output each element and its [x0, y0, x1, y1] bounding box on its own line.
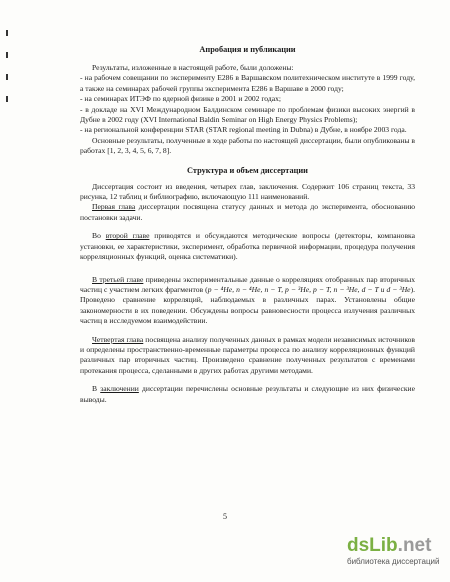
- watermark[interactable]: [347, 536, 447, 576]
- margin-marks: [6, 30, 16, 120]
- heading-structure: Структура и объем диссертации: [187, 165, 308, 175]
- chapter-4-text: посвящена анализу полученных данных в рамках модели независимых источников и определены пространственно-временные параметры процесса по анализу корреляционных функций различных пар вторичных частиц. Произведено сравнение полученных результатов с временами протекания процесса, сделанными в других работах другими методами.: [80, 334, 415, 375]
- chapter-3-text-2: ). Проведено сравнение корреляций, наблюдаемых в различных парах. Установлены общие закономерности в их поведении. Обсуждены вопросы равновесности процесса излучения различных частиц в исследуемом взаимодействии.: [80, 284, 415, 326]
- approbation-lead: Результаты, изложенные в настоящей работе, были доложены:: [92, 63, 294, 72]
- chapter-2-text: приводятся и обсуждаются методические вопросы (детекторы, компановка установки, ее характеристики, эксперимент, обработка первичной информации, процедура получения корреляционных функций, оценка систематики).: [80, 231, 415, 262]
- chapter-4-paragraph: [80, 335, 415, 377]
- conclusion-paragraph: [80, 384, 415, 405]
- chapter-3-paragraph: [80, 275, 415, 327]
- conclusion-lead: заключении: [100, 384, 139, 394]
- page-number: 5: [223, 512, 227, 521]
- chapter-3-math: p − ⁴He, n − ⁴He, n − T, p − ³He, p − T, n − ³He, d − T и d − ³He: [207, 284, 411, 294]
- chapter-4-lead: Четвертая глава: [92, 334, 144, 344]
- approbation-item-1: - на рабочем совещании по эксперименту E286 в Варшавском политехническом институте в 1999 году, а также на семинарах рабочей группы эксперимента E286 в Варшаве в 2000 году;: [80, 73, 415, 93]
- structure-intro: Диссертация состоит из введения, четырех глав, заключения. Содержит 106 страниц текста, 33 рисунка, 12 таблиц и библиографию, включающую 111 наименований.: [80, 181, 415, 202]
- chapter-1-paragraph: [80, 202, 415, 223]
- approbation-item-2: - на семинарах ИТЭФ по ядерной физике в 2001 и 2002 годах;: [80, 94, 282, 104]
- chapter-2-pre: Во: [92, 231, 106, 241]
- chapter-3-text-1: приведены экспериментальные данные о корреляциях отобранных пар вторичных частиц с участием легких фрагментов (: [80, 274, 415, 294]
- watermark-logo: [347, 536, 447, 556]
- chapter-2-lead: второй главе: [105, 231, 150, 241]
- conclusion-pre: В: [92, 384, 101, 394]
- watermark-logo-part-1: dsLib: [347, 535, 398, 556]
- page-content: [80, 44, 415, 405]
- conclusion-text: диссертации перечислены основные результаты и следующие из них физические выводы.: [80, 384, 415, 404]
- approbation-item-4: - на региональной конференции STAR (STAR regional meeting in Dubna) в Дубне, в ноябре 2003 года.: [80, 125, 407, 135]
- chapter-3-lead: В третьей главе: [92, 274, 144, 284]
- chapter-2-paragraph: [80, 231, 415, 262]
- approbation-summary: Основные результаты, полученные в ходе работы по настоящей диссертации, были опубликованы в работах [1, 2, 3, 4, 5, 6, 7, 8].: [80, 135, 415, 156]
- approbation-item-3: - в докладе на XVI Международном Балдинском семинаре по проблемам физики высоких энергий в Дубне в 2002 году (XVI International Baldin Seminar on High Energy Physics Problems);: [80, 104, 415, 125]
- chapter-1-lead: Первая глава: [92, 202, 136, 212]
- heading-approbation: Апробация и публикации: [199, 45, 296, 54]
- chapter-1-text: диссертации посвящена статусу данных и метода до эксперимента, обоснованию постановки задачи.: [80, 202, 415, 222]
- watermark-subtitle: библиотека диссертаций: [347, 557, 440, 566]
- watermark-logo-part-2: .net: [397, 535, 432, 556]
